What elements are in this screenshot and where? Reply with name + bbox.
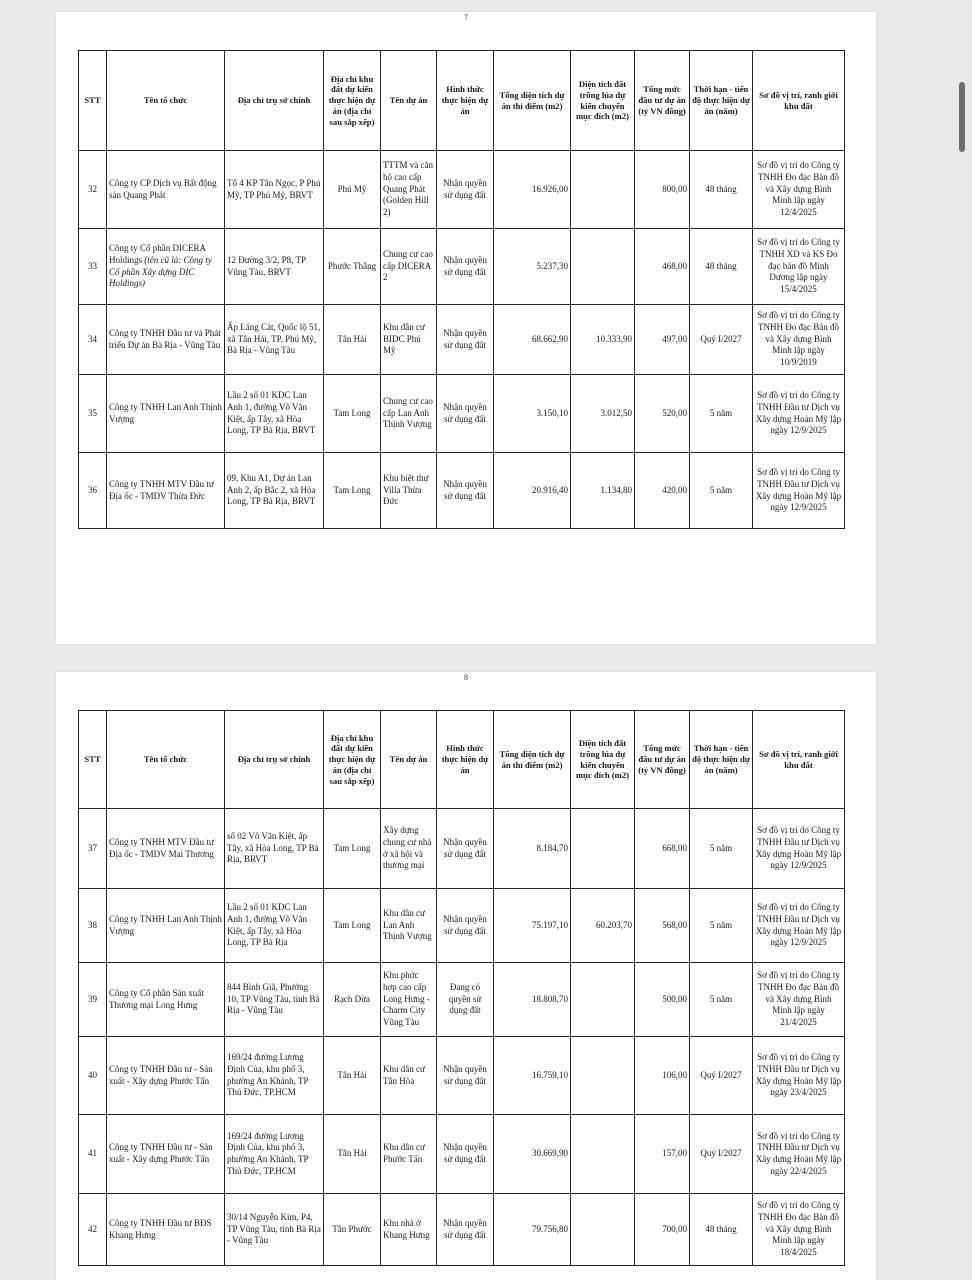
cell-project: Khu dân cư Phước Tấn	[381, 1115, 437, 1194]
header-area: Tổng diện tích dự án thỉ điểm (m2)	[494, 711, 571, 809]
cell-site: Phước Thắng	[324, 229, 381, 305]
cell-map: Sơ đồ vị trí do Công ty TNHH Đầu tư Dịch vụ Xây dựng Hoàn Mỹ lập ngày 23/4/2025	[753, 1037, 845, 1115]
header-site: Địa chỉ khu đất dự kiến thực hiện dự án (địa chỉ sau sắp xếp)	[324, 711, 381, 809]
cell-rice	[571, 1037, 635, 1115]
document-page-7	[56, 12, 876, 644]
document-page-8	[56, 672, 876, 1280]
cell-rice: 1.134,80	[571, 453, 635, 529]
projects-table	[78, 710, 845, 1266]
header-org: Tên tổ chức	[107, 711, 225, 809]
cell-org	[107, 229, 225, 305]
cell-area: 16.759,10	[494, 1037, 571, 1115]
cell-stt: 33	[79, 229, 107, 305]
header-form: Hình thức thực hiện dự án	[437, 711, 494, 809]
cell-term: 48 tháng	[690, 151, 753, 229]
table-row	[79, 889, 845, 963]
cell-rice	[571, 151, 635, 229]
org-name: Công ty TNHH Đầu tư và Phát triển Dự án Bà Rịa - Vũng Tàu	[109, 327, 221, 350]
cell-term: 48 tháng	[690, 229, 753, 305]
cell-project: Khu phức hợp cao cấp Long Hưng - Charm City Vũng Tàu	[381, 963, 437, 1037]
org-name: Công ty TNHH MTV Đầu tư Địa ốc - TMDV Mai Thương	[109, 836, 214, 859]
cell-rice: 10.333,90	[571, 305, 635, 375]
cell-stt: 42	[79, 1194, 107, 1266]
table-row	[79, 229, 845, 305]
cell-form: Nhận quyền sử dụng đất	[437, 375, 494, 453]
header-row	[79, 711, 845, 809]
cell-term: 5 năm	[690, 375, 753, 453]
table-row	[79, 1115, 845, 1194]
cell-term: 5 năm	[690, 889, 753, 963]
cell-rice	[571, 229, 635, 305]
header-project: Tên dự án	[381, 711, 437, 809]
cell-map: Sơ đồ vị trí do Công ty TNHH Đo đạc Bản đồ và Xây dựng Bình Minh lập ngày 21/4/2025	[753, 963, 845, 1037]
cell-org	[107, 375, 225, 453]
cell-address: Lầu 2 số 01 KDC Lan Anh 1, đường Võ Văn Kiệt, ấp Tây, xã Hòa Long, TP Bà Rịa, BRVT	[225, 375, 324, 453]
page-number: 7	[464, 13, 468, 22]
cell-project: Khu dân cư BIDC Phú Mỹ	[381, 305, 437, 375]
cell-org	[107, 1037, 225, 1115]
cell-site: Tam Long	[324, 453, 381, 529]
cell-term: 5 năm	[690, 809, 753, 889]
header-org: Tên tổ chức	[107, 51, 225, 151]
cell-org	[107, 1115, 225, 1194]
cell-site: Phú Mỹ	[324, 151, 381, 229]
cell-site: Tam Long	[324, 809, 381, 889]
cell-project: Xây dựng chung cư nhà ở xã hội và thương mại	[381, 809, 437, 889]
cell-site: Tân Hải	[324, 1037, 381, 1115]
org-former-name: (tên cũ là: Công ty Cổ phần Xây dựng DIC Holdings)	[109, 254, 212, 289]
cell-map: Sơ đồ vị trí do Công ty TNHH Đầu tư Dịch vụ Xây dựng Hoàn Mỹ lập ngày 12/9/2025	[753, 453, 845, 529]
cell-form: Nhận quyền sử dụng đất	[437, 809, 494, 889]
cell-stt: 41	[79, 1115, 107, 1194]
cell-form: Nhận quyền sử dụng đất	[437, 453, 494, 529]
cell-term: 5 năm	[690, 963, 753, 1037]
table-row	[79, 151, 845, 229]
cell-rice	[571, 1115, 635, 1194]
cell-address: 844 Bình Giã, Phường 10, TP Vũng Tàu, tỉnh Bà Rịa - Vũng Tàu	[225, 963, 324, 1037]
cell-area: 75.197,10	[494, 889, 571, 963]
header-invest: Tổng mức đầu tư dự án (tỷ VN đồng)	[635, 711, 690, 809]
cell-invest: 500,00	[635, 963, 690, 1037]
header-map: Sơ đồ vị trí, ranh giới khu đất	[753, 51, 845, 151]
cell-invest: 420,00	[635, 453, 690, 529]
cell-org	[107, 1194, 225, 1266]
cell-map: Sơ đồ vị trí do Công ty TNHH Đầu tư Dịch vụ Xây dựng Hoàn Mỹ lập ngày 12/9/2025	[753, 375, 845, 453]
cell-term: 5 năm	[690, 453, 753, 529]
header-map: Sơ đồ vị trí, ranh giới khu đất	[753, 711, 845, 809]
table-row	[79, 375, 845, 453]
cell-term: Quý I/2027	[690, 305, 753, 375]
cell-rice	[571, 1194, 635, 1266]
org-name: Công ty TNHH Đầu tư - Sản xuất - Xây dựng Phước Tấn	[109, 1142, 213, 1164]
cell-map: Sơ đồ vị trí do Công ty TNHH Đầu tư Dịch vụ Xây dựng Hoàn Mỹ lập ngày 12/9/2025	[753, 809, 845, 889]
header-address: Địa chỉ trụ sở chính	[225, 51, 324, 151]
org-name: Công ty TNHH Lan Anh Thịnh Vượng	[109, 401, 222, 424]
org-name: Công ty Cổ phần DICERA Holdings	[109, 243, 206, 265]
cell-project: Chung cư cao cấp DICERA 2	[381, 229, 437, 305]
cell-rice	[571, 809, 635, 889]
header-row	[79, 51, 845, 151]
cell-org	[107, 453, 225, 529]
cell-term: Quý I/2027	[690, 1115, 753, 1194]
cell-stt: 40	[79, 1037, 107, 1115]
header-address: Địa chỉ trụ sở chính	[225, 711, 324, 809]
cell-area: 20.916,40	[494, 453, 571, 529]
header-rice: Diện tích đất trồng lúa dự kiến chuyển mục đích (m2)	[571, 711, 635, 809]
cell-area: 68.662,90	[494, 305, 571, 375]
cell-form: Nhận quyền sử dụng đất	[437, 1194, 494, 1266]
cell-map: Sơ đồ vị trí do Công ty TNHH Đầu tư Dịch vụ Xây dựng Hoàn Mỹ lập ngày 12/9/2025	[753, 889, 845, 963]
cell-map: Sơ đồ vị trí do Công ty TNHH Đo đạc Bản đồ và Xây dựng Bình Minh lập ngày 12/4/2025	[753, 151, 845, 229]
cell-site: Rạch Dừa	[324, 963, 381, 1037]
table-row	[79, 963, 845, 1037]
cell-invest: 468,00	[635, 229, 690, 305]
cell-form: Nhận quyền sử dụng đất	[437, 1115, 494, 1194]
cell-project: Khu biệt thự Villa Thừa Đức	[381, 453, 437, 529]
cell-project: TTTM và căn hộ cao cấp Quang Phát (Golden Hill 2)	[381, 151, 437, 229]
cell-stt: 32	[79, 151, 107, 229]
org-name: Công ty TNHH Đầu tư - Sản xuất - Xây dựng Phước Tấn	[109, 1063, 213, 1086]
cell-address: Lầu 2 số 01 KDC Lan Anh 1, đường Võ Văn Kiệt, ấp Tây, xã Hòa Long, TP Bà Rịa	[225, 889, 324, 963]
cell-address: 30/14 Nguyễn Kim, P4, TP Vũng Tàu, tỉnh Bà Rịa - Vũng Tàu	[225, 1194, 324, 1266]
cell-address: số 02 Võ Văn Kiệt, ấp Tây, xã Hòa Long, TP Bà Rịa, BRVT	[225, 809, 324, 889]
cell-form: Nhận quyền sử dụng đất	[437, 305, 494, 375]
cell-site: Tân Hải	[324, 1115, 381, 1194]
cell-address: Tổ 4 KP Tân Ngọc, P Phú Mỹ, TP Phú Mỹ, BRVT	[225, 151, 324, 229]
cell-map: Sơ đồ vị trí do Công ty TNHH Đo đạc Bản đồ và Xây dựng Bình Minh lập ngày 18/4/2025	[753, 1194, 845, 1266]
cell-invest: 700,00	[635, 1194, 690, 1266]
cell-area: 3.150,10	[494, 375, 571, 453]
cell-address: 12 Đường 3/2, P8, TP Vũng Tàu, BRVT	[225, 229, 324, 305]
cell-project: Chung cư cao cấp Lan Anh Thịnh Vượng	[381, 375, 437, 453]
cell-area: 8.184,70	[494, 809, 571, 889]
table-row	[79, 453, 845, 529]
cell-form: Nhận quyền sử dụng đất	[437, 151, 494, 229]
cell-map: Sơ đồ vị trí do Công ty TNHH Đo đạc Bản đồ và Xây dựng Bình Minh lập ngày 10/9/2019	[753, 305, 845, 375]
header-area: Tổng diện tích dự án thỉ điểm (m2)	[494, 51, 571, 151]
cell-org	[107, 809, 225, 889]
org-name: Công ty CP Dịch vụ Bất động sản Quang Phát	[109, 177, 217, 200]
cell-site: Tam Long	[324, 889, 381, 963]
cell-term: Quý I/2027	[690, 1037, 753, 1115]
cell-invest: 157,00	[635, 1115, 690, 1194]
cell-rice	[571, 963, 635, 1037]
table-row	[79, 1037, 845, 1115]
cell-area: 16.926,00	[494, 151, 571, 229]
cell-stt: 37	[79, 809, 107, 889]
cell-invest: 106,00	[635, 1037, 690, 1115]
header-form: Hình thức thực hiện dự án	[437, 51, 494, 151]
projects-table	[78, 50, 845, 529]
header-term: Thời hạn - tiến độ thực hiện dự án (năm)	[690, 51, 753, 151]
header-rice: Diện tích đất trồng lúa dự kiến chuyển mục đích (m2)	[571, 51, 635, 151]
header-project: Tên dự án	[381, 51, 437, 151]
cell-invest: 800,00	[635, 151, 690, 229]
table-row	[79, 1194, 845, 1266]
cell-org	[107, 963, 225, 1037]
cell-rice: 60.203,70	[571, 889, 635, 963]
cell-rice: 3.012,50	[571, 375, 635, 453]
header-site: Địa chỉ khu đất dự kiến thực hiện dự án (địa chỉ sau sắp xếp)	[324, 51, 381, 151]
cell-area: 30.669,90	[494, 1115, 571, 1194]
cell-area: 79.756,80	[494, 1194, 571, 1266]
page-number: 8	[464, 673, 468, 682]
cell-form: Đang có quyền sử dụng đất	[437, 963, 494, 1037]
cell-org	[107, 889, 225, 963]
cell-invest: 520,00	[635, 375, 690, 453]
cell-site: Tân Phước	[324, 1194, 381, 1266]
cell-address: 09, Khu A1, Dự án Lan Anh 2, ấp Bắc 2, xã Hòa Long, TP Bà Rịa, BRVT	[225, 453, 324, 529]
cell-invest: 668,00	[635, 809, 690, 889]
cell-project: Khu dân cư Lan Anh Thịnh Vượng	[381, 889, 437, 963]
cell-stt: 38	[79, 889, 107, 963]
cell-site: Tân Hải	[324, 305, 381, 375]
table-row	[79, 305, 845, 375]
cell-project: Khu nhà ở Khang Hưng	[381, 1194, 437, 1266]
cell-map: Sơ đồ vị trí do Công ty TNHH XD và KS Đo đạc bản đồ Minh Dương lập ngày 15/4/2025	[753, 229, 845, 305]
header-stt: STT	[79, 711, 107, 809]
header-term: Thời hạn - tiến độ thực hiện dự án (năm)	[690, 711, 753, 809]
header-invest: Tổng mức đầu tư dự án (tỷ VN đồng)	[635, 51, 690, 151]
cell-address: 169/24 đường Lương Định Của, khu phố 3, phường An Khánh, TP Thủ Đức, TP.HCM	[225, 1037, 324, 1115]
org-name: Công ty TNHH MTV Đầu tư Địa ốc - TMDV Thừa Đức	[109, 478, 214, 501]
org-name: Công ty TNHH Đầu tư BĐS Khang Hưng	[109, 1217, 212, 1240]
cell-address: 169/24 đường Lương Định Của, khu phố 3, phường An Khánh, TP Thủ Đức, TP.HCM	[225, 1115, 324, 1194]
cell-stt: 35	[79, 375, 107, 453]
cell-area: 5.237,30	[494, 229, 571, 305]
cell-form: Nhận quyền sử dụng đất	[437, 889, 494, 963]
cell-map: Sơ đồ vị trí do Công ty TNHH Đầu tư Dịch vụ Xây dựng Hoàn Mỹ lập ngày 22/4/2025	[753, 1115, 845, 1194]
cell-area: 18.808,70	[494, 963, 571, 1037]
table-row	[79, 809, 845, 889]
cell-org	[107, 305, 225, 375]
cell-stt: 39	[79, 963, 107, 1037]
cell-project: Khu dân cư Tân Hòa	[381, 1037, 437, 1115]
cell-form: Nhận quyền sử dụng đất	[437, 1037, 494, 1115]
cell-invest: 568,00	[635, 889, 690, 963]
cell-term: 48 tháng	[690, 1194, 753, 1266]
org-name: Công ty Cổ phần Sản xuất Thương mại Long Hưng	[109, 987, 204, 1010]
cell-stt: 34	[79, 305, 107, 375]
scrollbar-thumb[interactable]	[959, 82, 965, 152]
header-stt: STT	[79, 51, 107, 151]
cell-invest: 497,00	[635, 305, 690, 375]
cell-org	[107, 151, 225, 229]
cell-form: Nhận quyền sử dụng đất	[437, 229, 494, 305]
org-name: Công ty TNHH Lan Anh Thịnh Vượng	[109, 913, 222, 936]
cell-site: Tam Long	[324, 375, 381, 453]
cell-stt: 36	[79, 453, 107, 529]
cell-address: Ấp Láng Cát, Quốc lộ 51, xã Tân Hải, TP. Phú Mỹ, Bà Rịa - Vũng Tàu	[225, 305, 324, 375]
